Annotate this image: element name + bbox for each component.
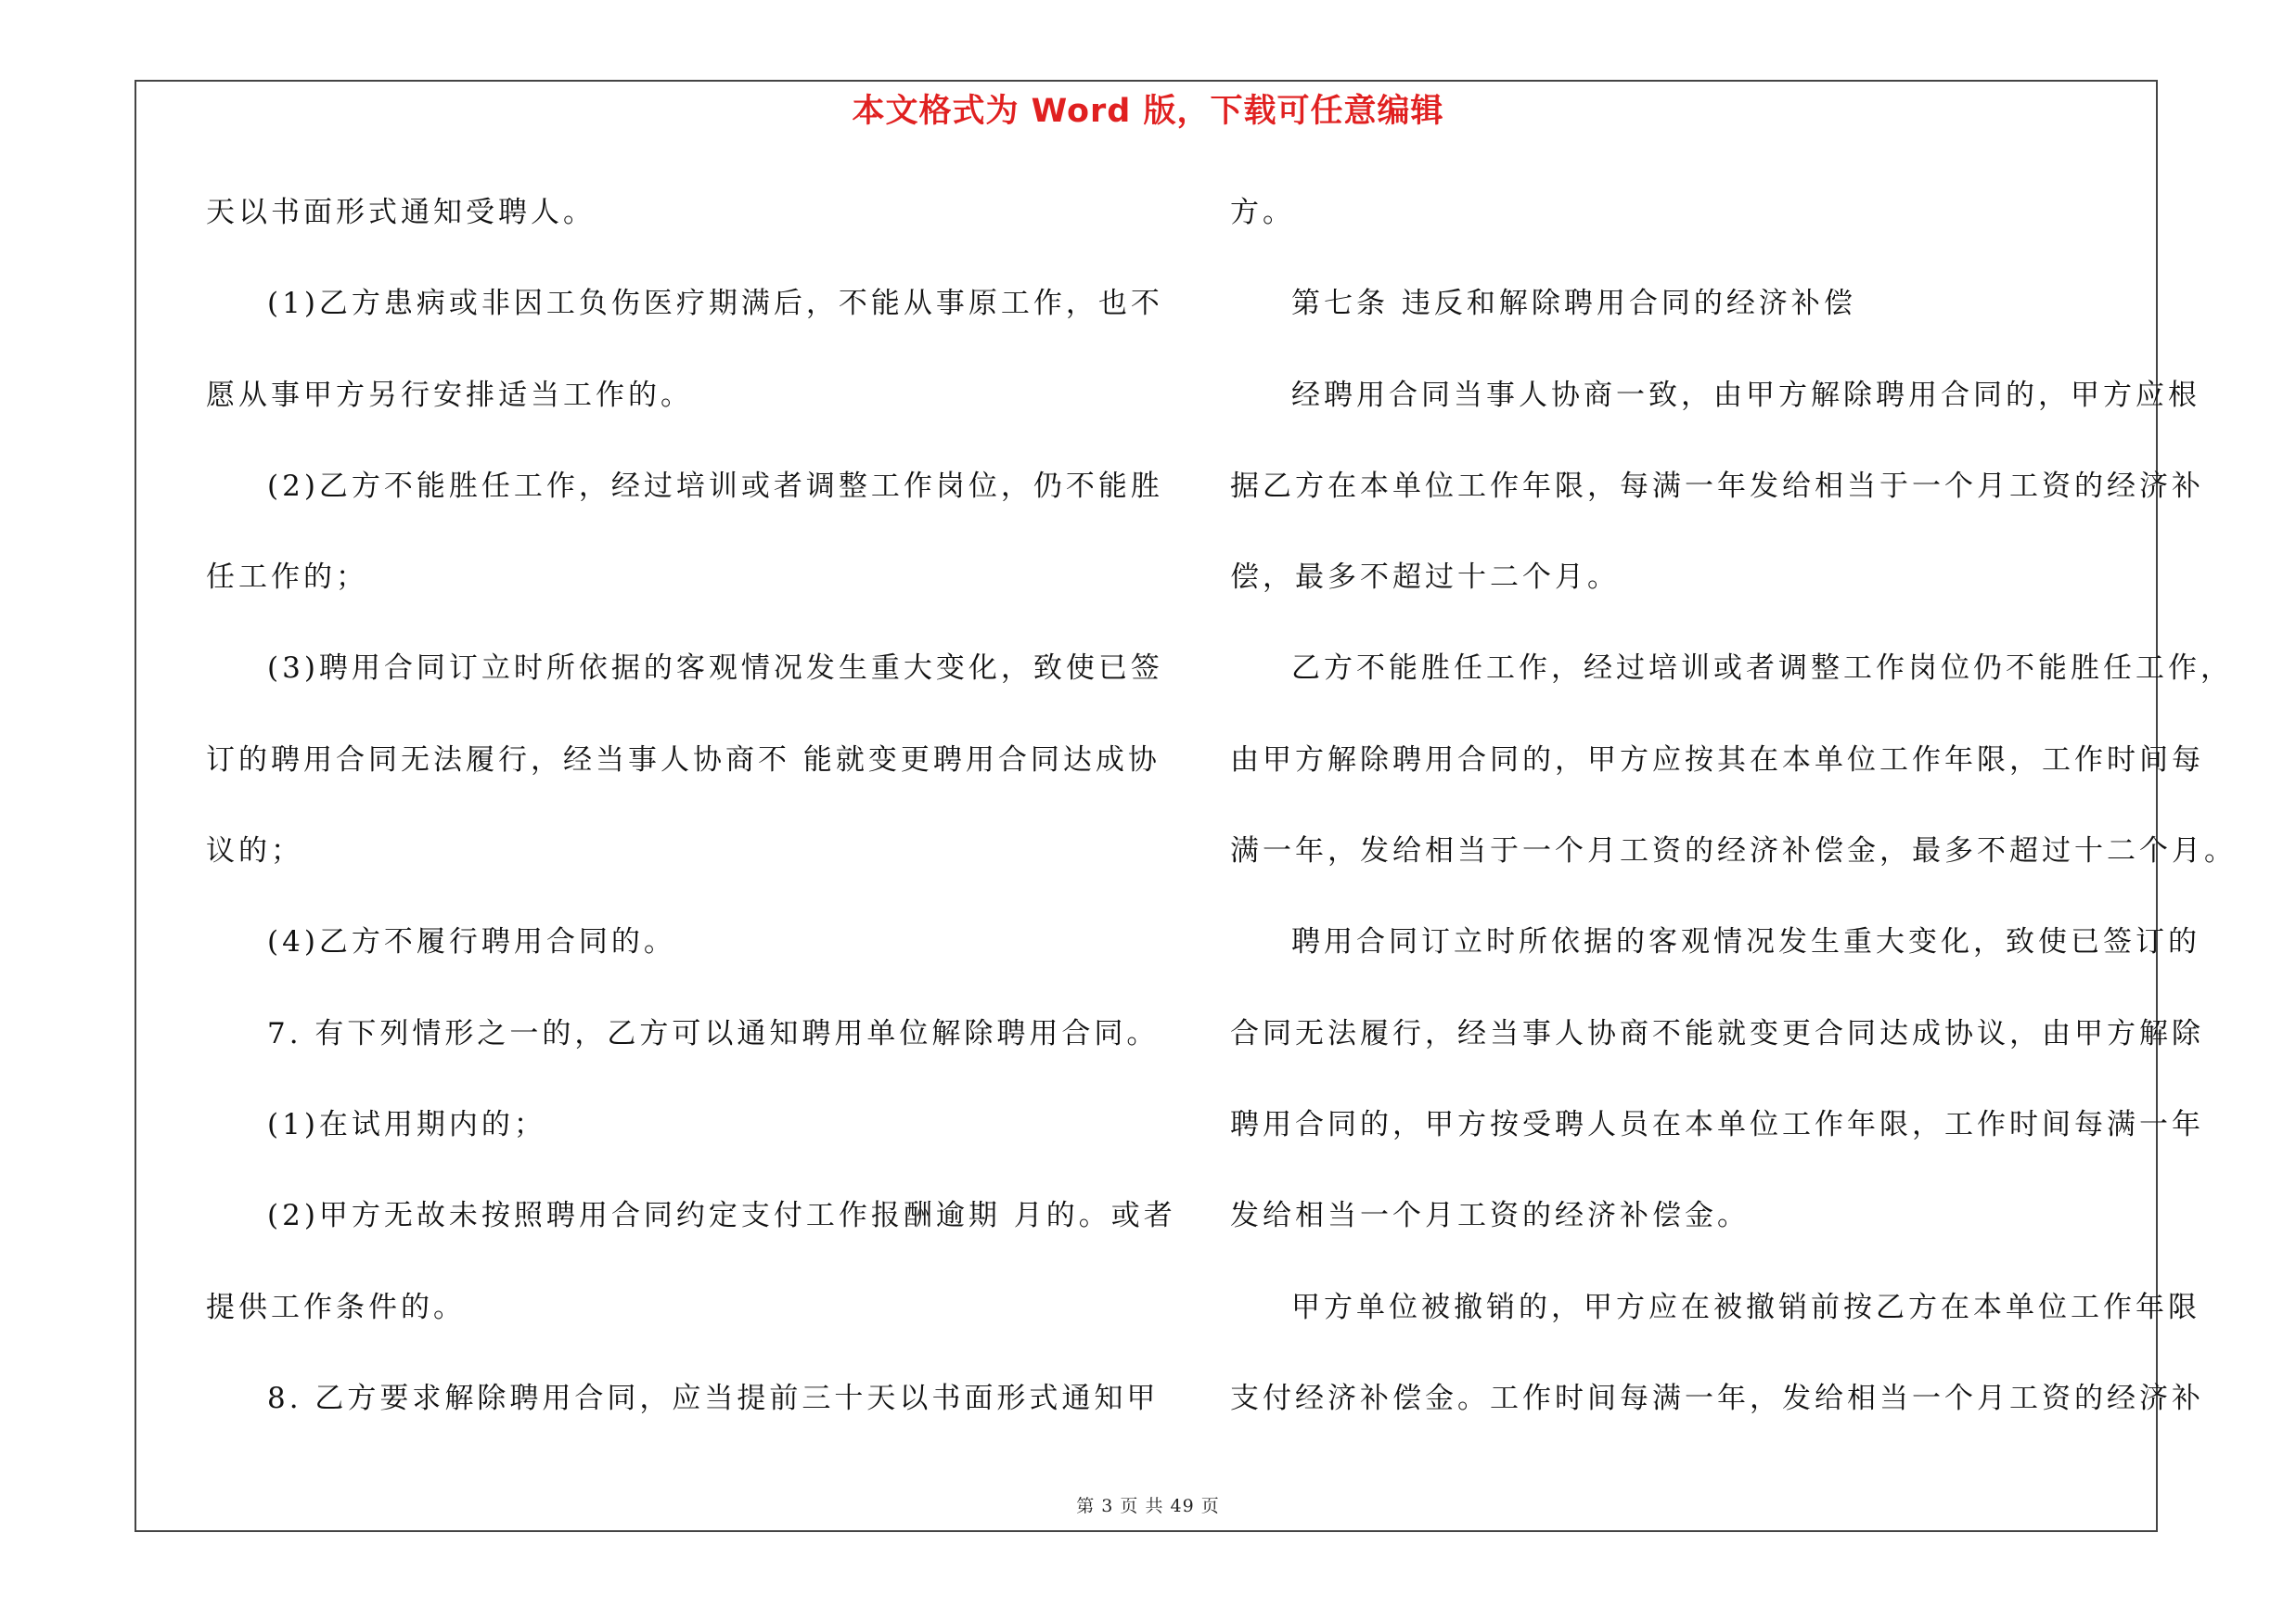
text-line: (1)在试用期内的； bbox=[267, 1107, 546, 1141]
text-line: 由甲方解除聘用合同的，甲方应按其在本单位工作年限，工作时间每 bbox=[1230, 742, 2204, 777]
text-line: 乙方不能胜任工作，经过培训或者调整工作岗位仍不能胜任工作， bbox=[1291, 651, 2233, 686]
document-banner: 本文格式为 Word 版，下载可任意编辑 bbox=[852, 93, 1444, 130]
page-number: 第 3 页 共 49 页 bbox=[1076, 1496, 1220, 1516]
text-line: 天以书面形式通知受聘人。 bbox=[206, 196, 596, 229]
text-line: 支付经济补偿金。工作时间每满一年，发给相当一个月工资的经济补 bbox=[1230, 1381, 2204, 1415]
text-line: (2)乙方不能胜任工作，经过培训或者调整工作岗位，仍不能胜 bbox=[267, 469, 1163, 503]
text-line: 方。 bbox=[1230, 196, 1295, 229]
text-line: 愿从事甲方另行安排适当工作的。 bbox=[206, 378, 693, 412]
left-text-column bbox=[206, 182, 1176, 1459]
text-line: 据乙方在本单位工作年限，每满一年发给相当于一个月工资的经济补 bbox=[1230, 469, 2204, 503]
text-line: 甲方单位被撤销的，甲方应在被撤销前按乙方在本单位工作年限 bbox=[1291, 1290, 2200, 1324]
text-line: 7. 有下列情形之一的，乙方可以通知聘用单位解除聘用合同。 bbox=[267, 1016, 1160, 1050]
text-line: (4)乙方不履行聘用合同的。 bbox=[267, 925, 676, 960]
text-line: (2)甲方无故未按照聘用合同约定支付工作报酬逾期 月的。或者 bbox=[267, 1199, 1176, 1233]
text-line: 聘用合同的，甲方按受聘人员在本单位工作年限，工作时间每满一年 bbox=[1230, 1107, 2204, 1141]
section-heading: 第七条 违反和解除聘用合同的经济补偿 bbox=[1291, 287, 1856, 321]
text-line: 合同无法履行，经当事人协商不能就变更合同达成协议，由甲方解除 bbox=[1230, 1016, 2204, 1050]
text-line: 任工作的； bbox=[206, 560, 368, 595]
text-line: 聘用合同订立时所依据的客观情况发生重大变化，致使已签订的 bbox=[1291, 925, 2200, 960]
text-line: 提供工作条件的。 bbox=[206, 1290, 466, 1324]
text-line: 满一年，发给相当于一个月工资的经济补偿金，最多不超过十二个月。 bbox=[1230, 834, 2237, 869]
text-line: 8. 乙方要求解除聘用合同，应当提前三十天以书面形式通知甲 bbox=[267, 1381, 1160, 1415]
text-line: 议的； bbox=[206, 834, 303, 869]
text-line: 订的聘用合同无法履行，经当事人协商不 能就变更聘用合同达成协 bbox=[206, 742, 1161, 777]
text-line: 偿，最多不超过十二个月。 bbox=[1230, 560, 1620, 595]
text-line: 发给相当一个月工资的经济补偿金。 bbox=[1230, 1199, 1750, 1233]
text-line: (1)乙方患病或非因工负伤医疗期满后，不能从事原工作，也不 bbox=[267, 287, 1163, 321]
right-text-column bbox=[1230, 182, 2237, 1459]
text-line: (3)聘用合同订立时所依据的客观情况发生重大变化，致使已签 bbox=[267, 651, 1163, 686]
text-line: 经聘用合同当事人协商一致，由甲方解除聘用合同的，甲方应根 bbox=[1291, 378, 2200, 412]
